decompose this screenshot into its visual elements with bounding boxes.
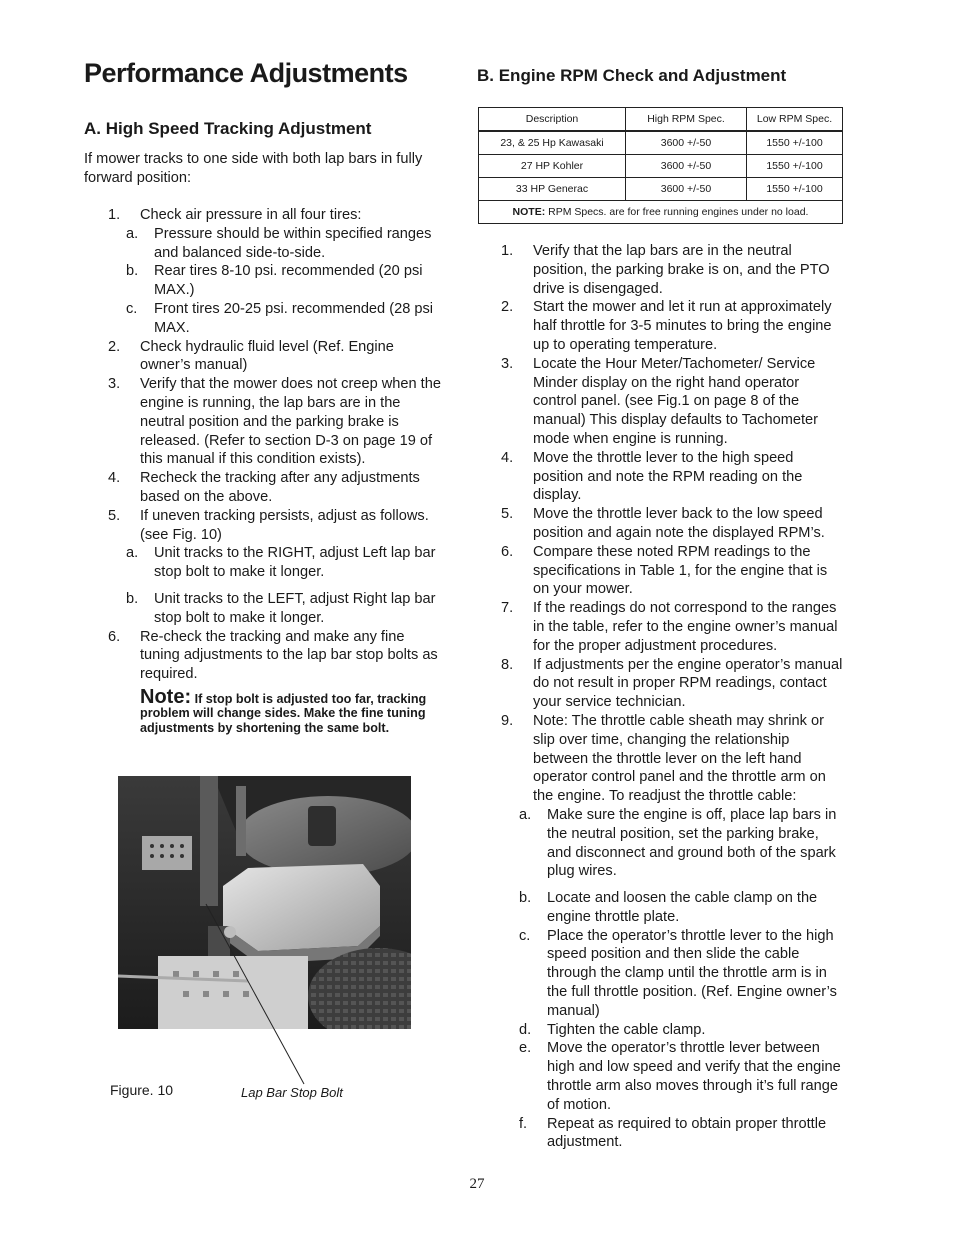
table-cell: 1550 +/-100 — [747, 155, 843, 178]
list-item: 1. Check air pressure in all four tires: — [108, 207, 362, 223]
section-a-intro: If mower tracks to one side with both lap bars in fully forward position: — [84, 151, 423, 186]
table-header-row — [479, 108, 843, 132]
figure-callout-label: Lap Bar Stop Bolt — [241, 1085, 343, 1100]
sub-list-item: a. Unit tracks to the RIGHT, adjust Left lap bar stop bolt to make it longer. — [126, 545, 436, 581]
list-item: 4. Move the throttle lever to the high speed position and note the RPM reading on the display. — [501, 449, 803, 504]
table-header-cell: Description — [479, 108, 626, 132]
list-item: 7. If the readings do not correspond to the ranges in the table, refer to the engine owner’s manual for the proper adjustment procedures. — [501, 600, 838, 654]
table-cell: 33 HP Generac — [479, 178, 626, 201]
sub-list-item: b. Locate and loosen the cable clamp on the engine throttle plate. — [519, 890, 818, 925]
table-note-label: NOTE: — [512, 206, 546, 218]
table-row — [479, 155, 843, 178]
figure-caption: Figure. 10 — [110, 1082, 174, 1098]
section-a-steps — [84, 206, 448, 735]
page-number: 27 — [469, 1176, 485, 1192]
table-cell: 23, & 25 Hp Kawasaki — [479, 131, 626, 155]
table-cell: 3600 +/-50 — [626, 178, 747, 201]
table-cell: 3600 +/-50 — [626, 155, 747, 178]
list-item: 5. If uneven tracking persists, adjust as follows. (see Fig. 10) — [108, 507, 429, 543]
list-item: 1. Verify that the lap bars are in the neutral position, the parking brake is on, and the PTO drive is disengaged. — [501, 243, 830, 297]
sub-list-item: f. Repeat as required to obtain proper throttle adjustment. — [519, 1115, 827, 1151]
table-cell: 27 HP Kohler — [479, 155, 626, 178]
list-item: 3. Verify that the mower does not creep when the engine is running, the lap bars are in the neutral position and the parking brake is released. (Refer to section D-3 on page 19 of this manual if this condition exists). — [108, 376, 441, 468]
sub-list-item: a. Pressure should be within specified ranges and balanced side-to-side. — [126, 225, 432, 261]
sub-list-item: a. Make sure the engine is off, place lap bars in the neutral position, set the parking brake, and disconnect and ground both of the spark plug wires. — [519, 806, 837, 880]
list-item: 5. Move the throttle lever back to the low speed position and again note the displayed RPM’s. — [501, 506, 825, 541]
page-title: Performance Adjustments — [84, 58, 408, 88]
table-row — [479, 131, 843, 155]
sub-list-item: b. Unit tracks to the LEFT, adjust Right lap bar stop bolt to make it longer. — [126, 590, 436, 626]
table-header-cell: Low RPM Spec. — [747, 108, 843, 132]
table-cell: 3600 +/-50 — [626, 131, 747, 155]
sub-list-item: c. Front tires 20-25 psi. recommended (28 psi MAX. — [126, 300, 434, 336]
note-callout — [84, 685, 448, 736]
table-cell: 1550 +/-100 — [747, 131, 843, 155]
note-text: If stop bolt is adjusted too far, tracking problem will change sides. Make the fine tuning adjustments by shortening the same bolt. — [140, 691, 427, 735]
table-cell: 1550 +/-100 — [747, 178, 843, 201]
list-item: 2. Check hydraulic fluid level (Ref. Engine owner’s manual) — [108, 338, 394, 374]
section-b-heading: B. Engine RPM Check and Adjustment — [477, 66, 787, 85]
note-label: Note: — [140, 685, 192, 708]
table-row — [479, 178, 843, 201]
sub-list-item: b. Rear tires 8-10 psi. recommended (20 psi MAX.) — [126, 263, 423, 299]
section-b-steps — [477, 242, 845, 1152]
list-item: 6. Re-check the tracking and make any fine tuning adjustments to the lap bar stop bolts as required. — [108, 628, 438, 683]
table-header-cell: High RPM Spec. — [626, 108, 747, 132]
table-note-text: RPM Specs. are for free running engines under no load. — [548, 206, 809, 218]
table-note-cell — [479, 201, 843, 224]
sub-list-item: d. Tighten the cable clamp. — [519, 1021, 706, 1038]
list-item: 6. Compare these noted RPM readings to the specifications in Table 1, for the engine that is on your mower. — [501, 543, 828, 598]
callout-leader-line — [200, 900, 320, 1090]
list-item: 4. Recheck the tracking after any adjustments based on the above. — [108, 470, 420, 505]
sub-list-item: c. Place the operator’s throttle lever to the high speed position and then slide the cable through the clamp until the throttle arm is in the full throttle position. (Ref. Engine owner’s manual) — [519, 927, 837, 1019]
list-item: 2. Start the mower and let it run at approximately half throttle for 3-5 minutes to bring the engine up to operating temperature. — [501, 299, 832, 353]
table-note-row — [479, 201, 843, 224]
sub-list-item: e. Move the operator’s throttle lever between high and low speed and verify that the engine throttle arm also moves through it’s full range of motion. — [519, 1040, 841, 1113]
list-item: 3. Locate the Hour Meter/Tachometer/ Service Minder display on the right hand operator control panel. (see Fig.1 on page 8 of the manual) This display defaults to Tachometer mode when engine is running. — [501, 355, 818, 447]
list-item: 9. Note: The throttle cable sheath may shrink or slip over time, changing the relationship between the throttle lever on the left hand operator control panel and the throttle arm on the engine. To readjust the throttle cable: — [501, 712, 826, 805]
list-item: 8. If adjustments per the engine operator’s manual do not result in proper RPM readings, contact your service technician. — [501, 656, 843, 711]
section-a-heading: A. High Speed Tracking Adjustment — [84, 119, 372, 138]
rpm-spec-table — [478, 107, 843, 224]
